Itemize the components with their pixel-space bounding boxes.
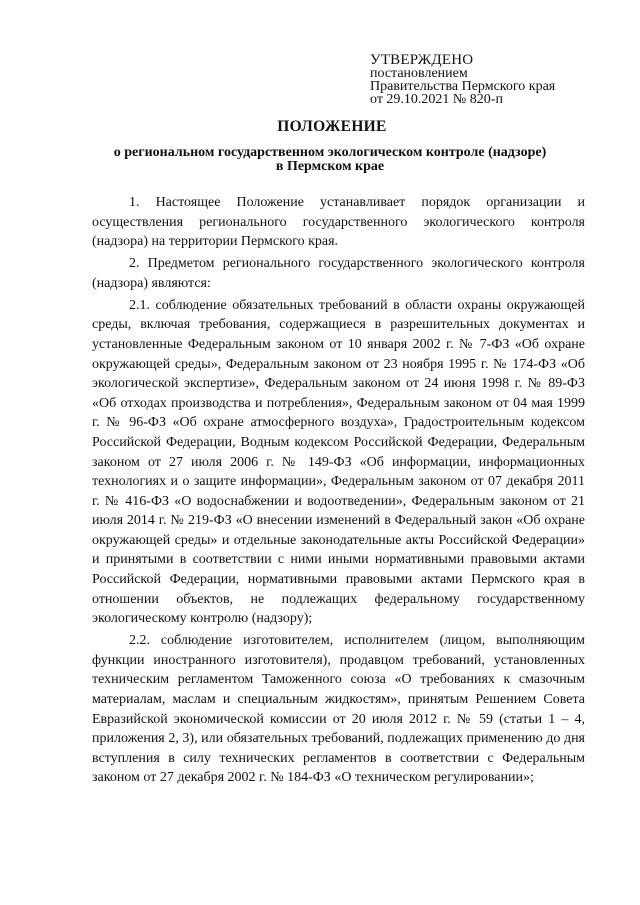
title-block <box>0 118 640 174</box>
approval-line: постановлением <box>370 66 468 81</box>
paragraph-2: 2. Предметом регионального государственного экологического контроля (надзора) являются: <box>92 256 585 291</box>
paragraph-2-1: 2.1. соблюдение обязательных требований в области охраны окружающей среды, включая требования, содержащиеся в разрешительных документах и установленные Федеральным законом от 10 января 2002 г. № 7-ФЗ «Об охране окружающей среды», Федеральным законом от 23 ноября 1995 г. № 174-ФЗ «Об экологической экспертизе», Федеральным законом от 24 июня 1998 г. № 89-ФЗ «Об отходах производства и потребления», Федеральным законом от 04 мая 1999 г. № 96-ФЗ «Об охране атмосферного воздуха», Градостроительным кодексом Российской Федерации, Водным кодексом Российской Федерации, Федеральным законом от 27 июля 2006 г. № 149-ФЗ «Об информации, информационных технологиях и о защите информации», Федеральным законом от 07 декабря 2011 г. № 416-ФЗ «О водоснабжении и водоотведении», Федеральным законом от 21 июля 2014 г. № 219-ФЗ «О внесении изменений в Федеральный закон «Об охране окружающей среды» и отдельные законодательные акты Российской Федерации» и принятыми в соответствии с ними иными нормативными правовыми актами Российской Федерации, нормативными правовыми актами Пермского края в отношении объектов, не подлежащих федеральному государственному экологическому контролю (надзору); <box>92 297 585 627</box>
paragraph-2-2: 2.2. соблюдение изготовителем, исполнителем (лицом, выполняющим функции иностранного изготовителя), продавцом требований, установленных техническим регламентом Таможенного союза «О требованиях к смазочным материалам, маслам и специальным жидкостям», принятым Решением Совета Евразийской экономической комиссии от 20 июля 2012 г. № 59 (статьи 1 – 4, приложения 2, 3), или обязательных требований, подлежащих применению до дня вступления в силу технических регламентов в соответствии с Федеральным законом от 27 декабря 2002 г. № 184-ФЗ «О техническом регулировании»; <box>92 633 585 786</box>
document-subtitle <box>20 146 640 174</box>
document-body <box>92 193 585 790</box>
approval-date-number: от 29.10.2021 № 820-п <box>370 92 503 107</box>
approval-stamp <box>370 54 555 106</box>
approval-heading: УТВЕРЖДЕНО <box>370 52 474 68</box>
document-title: ПОЛОЖЕНИЕ <box>277 118 387 135</box>
subtitle-line: в Пермском крае <box>275 159 385 174</box>
paragraph-1: 1. Настоящее Положение устанавливает порядок организации и осуществления регионального государственного экологического контроля (надзора) на территории Пермского края. <box>92 195 585 250</box>
subtitle-line: о региональном государственном экологическом контроле (надзоре) <box>113 145 547 160</box>
approval-line: Правительства Пермского края <box>370 79 556 94</box>
